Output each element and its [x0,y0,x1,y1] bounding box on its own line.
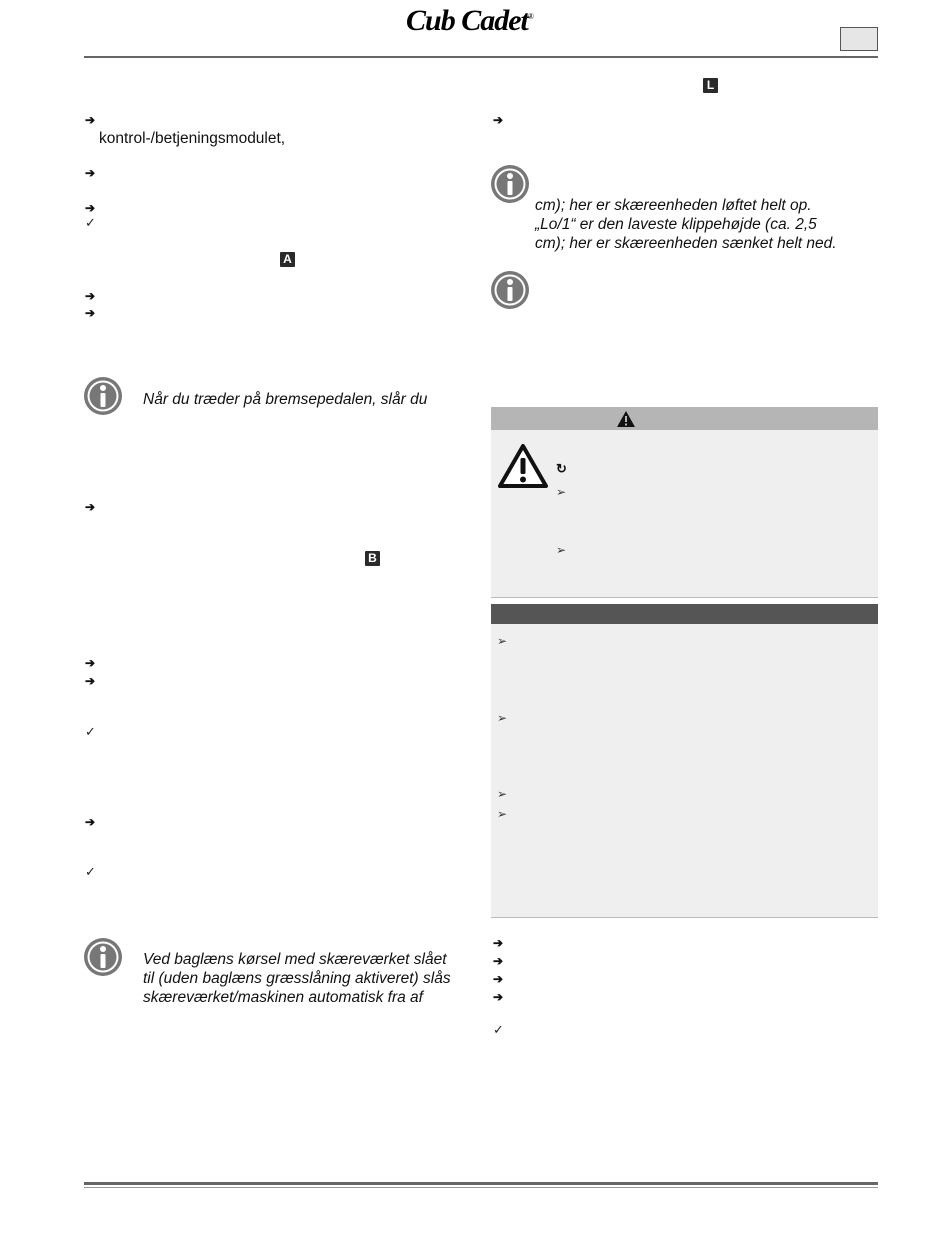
note-line: til (uden baglæns græsslåning aktiveret) slås [143,970,451,987]
arrow-icon: ➔ [85,289,96,303]
arrow-icon: ➔ [85,656,96,670]
info-note-brake: Når du træder på bremsepedalen, slår du [143,391,428,408]
note-line: skæreværket/maskinen automatisk fra af [143,989,423,1006]
brand-logo [406,4,533,38]
warning-triangle-icon [497,443,549,489]
marker-b: B [365,551,380,566]
chevron-icon: ➢ [556,543,567,557]
info-icon [83,376,123,416]
chevron-icon: ➢ [497,787,508,801]
text-line: kontrol-/betjeningsmodulet, [99,130,286,147]
arrow-icon: ➔ [493,113,504,127]
arrow-icon: ➔ [85,815,96,829]
info-icon [490,270,530,310]
arrow-icon: ➔ [85,500,96,514]
arrow-icon: ➔ [85,674,96,688]
note-line: cm); her er skæreenheden sænket helt ned. [535,235,837,252]
marker-l: L [703,78,718,93]
registered-mark: ® [527,12,533,21]
info-note-reverse [143,950,451,1007]
arrow-icon: ➔ [493,954,504,968]
footer-rule [84,1182,878,1185]
note-line: „Lo/1“ er den laveste klippehøjde (ca. 2,5 [535,216,817,233]
arrow-icon: ➔ [493,936,504,950]
brand-name: Cub Cadet [406,4,528,37]
chevron-icon: ➢ [497,807,508,821]
arrow-icon: ➔ [493,972,504,986]
arrow-icon: ➔ [85,113,96,127]
check-icon: ✓ [85,864,96,879]
warning-panel [491,407,878,598]
chevron-icon: ➢ [497,634,508,648]
warning-small-icon [616,410,636,428]
check-icon: ✓ [85,215,96,230]
info-icon [490,164,530,204]
arrow-icon: ➔ [493,990,504,1004]
note-panel [491,604,878,918]
check-icon: ✓ [493,1022,504,1037]
language-tab [840,27,878,51]
note-line: Ved baglæns kørsel med skæreværket slået [143,951,447,968]
marker-a: A [280,252,295,267]
footer-rule-thin [84,1187,878,1188]
arrow-icon: ➔ [85,306,96,320]
note-header-bar [491,604,878,624]
check-icon: ✓ [85,724,96,739]
info-note-cut-height [535,196,837,253]
arrow-icon: ➔ [85,201,96,215]
warning-header-bar [491,407,878,430]
redo-icon: ↻ [556,461,567,476]
note-line: cm); her er skæreenheden løftet helt op. [535,197,812,214]
info-icon [83,937,123,977]
chevron-icon: ➢ [497,711,508,725]
arrow-icon: ➔ [85,166,96,180]
header-rule [84,56,878,58]
chevron-icon: ➢ [556,485,567,499]
